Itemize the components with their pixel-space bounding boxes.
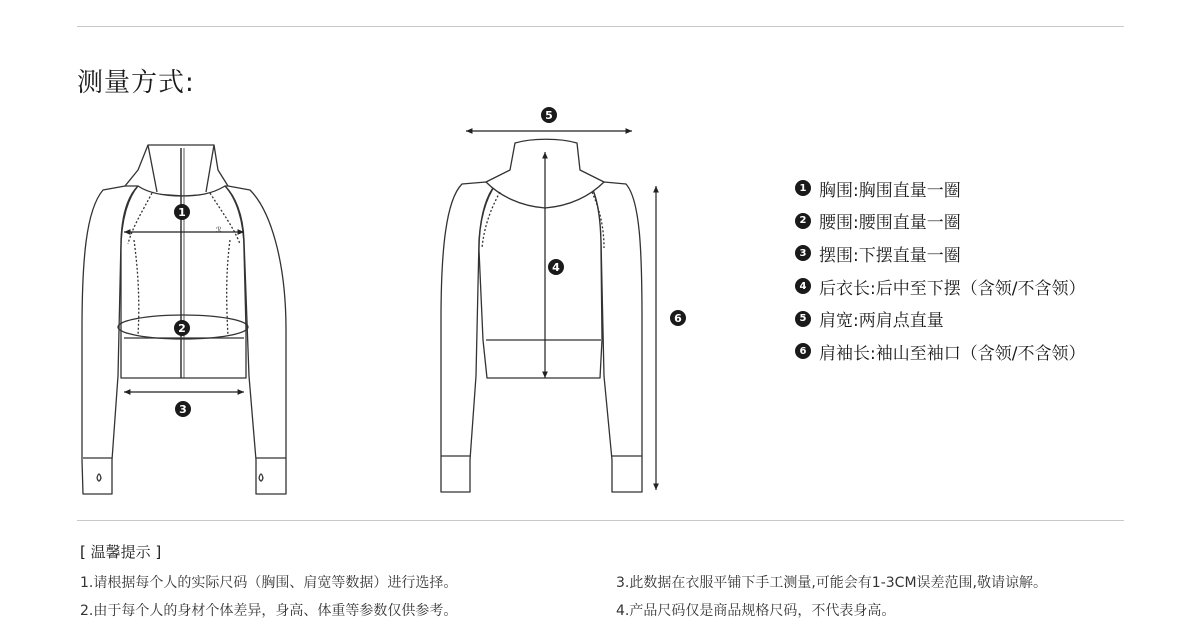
legend-label: 摆围: bbox=[819, 245, 859, 266]
svg-text:6: 6 bbox=[674, 312, 682, 325]
legend-desc: 袖山至袖口（含领/不含领） bbox=[875, 343, 1086, 364]
legend-desc: 腰围直量一圈 bbox=[858, 213, 961, 234]
tip-item-3: 3.此数据在衣服平铺下手工测量,可能会有1-3CM误差范围,敬请谅解。 bbox=[616, 575, 1047, 591]
tip-item-2: 2.由于每个人的身材个体差异，身高、体重等参数仅供参考。 bbox=[80, 603, 458, 619]
legend-label: 胸围: bbox=[819, 180, 859, 201]
tip-item-4: 4.产品尺码仅是商品规格尺码，不代表身高。 bbox=[616, 603, 896, 619]
front-jacket-outline bbox=[82, 145, 286, 494]
page-title: 测量方式: bbox=[77, 68, 195, 98]
legend-desc: 两肩点直量 bbox=[858, 311, 944, 332]
legend-item-waist bbox=[795, 205, 1085, 238]
legend-item-sleeve-length bbox=[795, 335, 1085, 368]
measurement-legend bbox=[795, 172, 1085, 368]
svg-text:4: 4 bbox=[552, 261, 560, 274]
diagram-marker-6 bbox=[670, 310, 686, 326]
tip-item-1: 1.请根据每个人的实际尺码（胸围、肩宽等数据）进行选择。 bbox=[80, 575, 458, 591]
legend-number-badge: 1 bbox=[795, 180, 811, 196]
tips-title: [ 温馨提示 ] bbox=[80, 543, 162, 561]
diagram-marker-4 bbox=[548, 259, 564, 275]
legend-label: 后衣长: bbox=[819, 278, 876, 299]
legend-item-back-length bbox=[795, 270, 1085, 303]
diagram-marker-2 bbox=[174, 320, 190, 336]
legend-item-hem bbox=[795, 237, 1085, 270]
legend-label: 腰围: bbox=[819, 213, 859, 234]
legend-number-badge: 3 bbox=[795, 245, 811, 261]
svg-text:3: 3 bbox=[179, 403, 187, 416]
svg-text:ℛ: ℛ bbox=[216, 226, 222, 234]
legend-label: 肩袖长: bbox=[819, 343, 876, 364]
legend-item-shoulder bbox=[795, 302, 1085, 335]
bottom-divider bbox=[77, 520, 1124, 521]
svg-text:5: 5 bbox=[545, 109, 553, 122]
legend-number-badge: 5 bbox=[795, 311, 811, 327]
legend-number-badge: 6 bbox=[795, 343, 811, 359]
diagram-marker-1 bbox=[174, 204, 190, 220]
svg-text:2: 2 bbox=[178, 322, 186, 335]
legend-desc: 后中至下摆（含领/不含领） bbox=[875, 278, 1086, 299]
legend-item-chest bbox=[795, 172, 1085, 205]
legend-number-badge: 2 bbox=[795, 213, 811, 229]
back-jacket-outline bbox=[441, 139, 642, 492]
legend-desc: 胸围直量一圈 bbox=[858, 180, 961, 201]
legend-label: 肩宽: bbox=[819, 311, 859, 332]
legend-number-badge: 4 bbox=[795, 278, 811, 294]
legend-desc: 下摆直量一圈 bbox=[858, 245, 961, 266]
svg-text:1: 1 bbox=[178, 206, 186, 219]
diagram-marker-5 bbox=[541, 107, 557, 123]
diagram-marker-3 bbox=[175, 401, 191, 417]
